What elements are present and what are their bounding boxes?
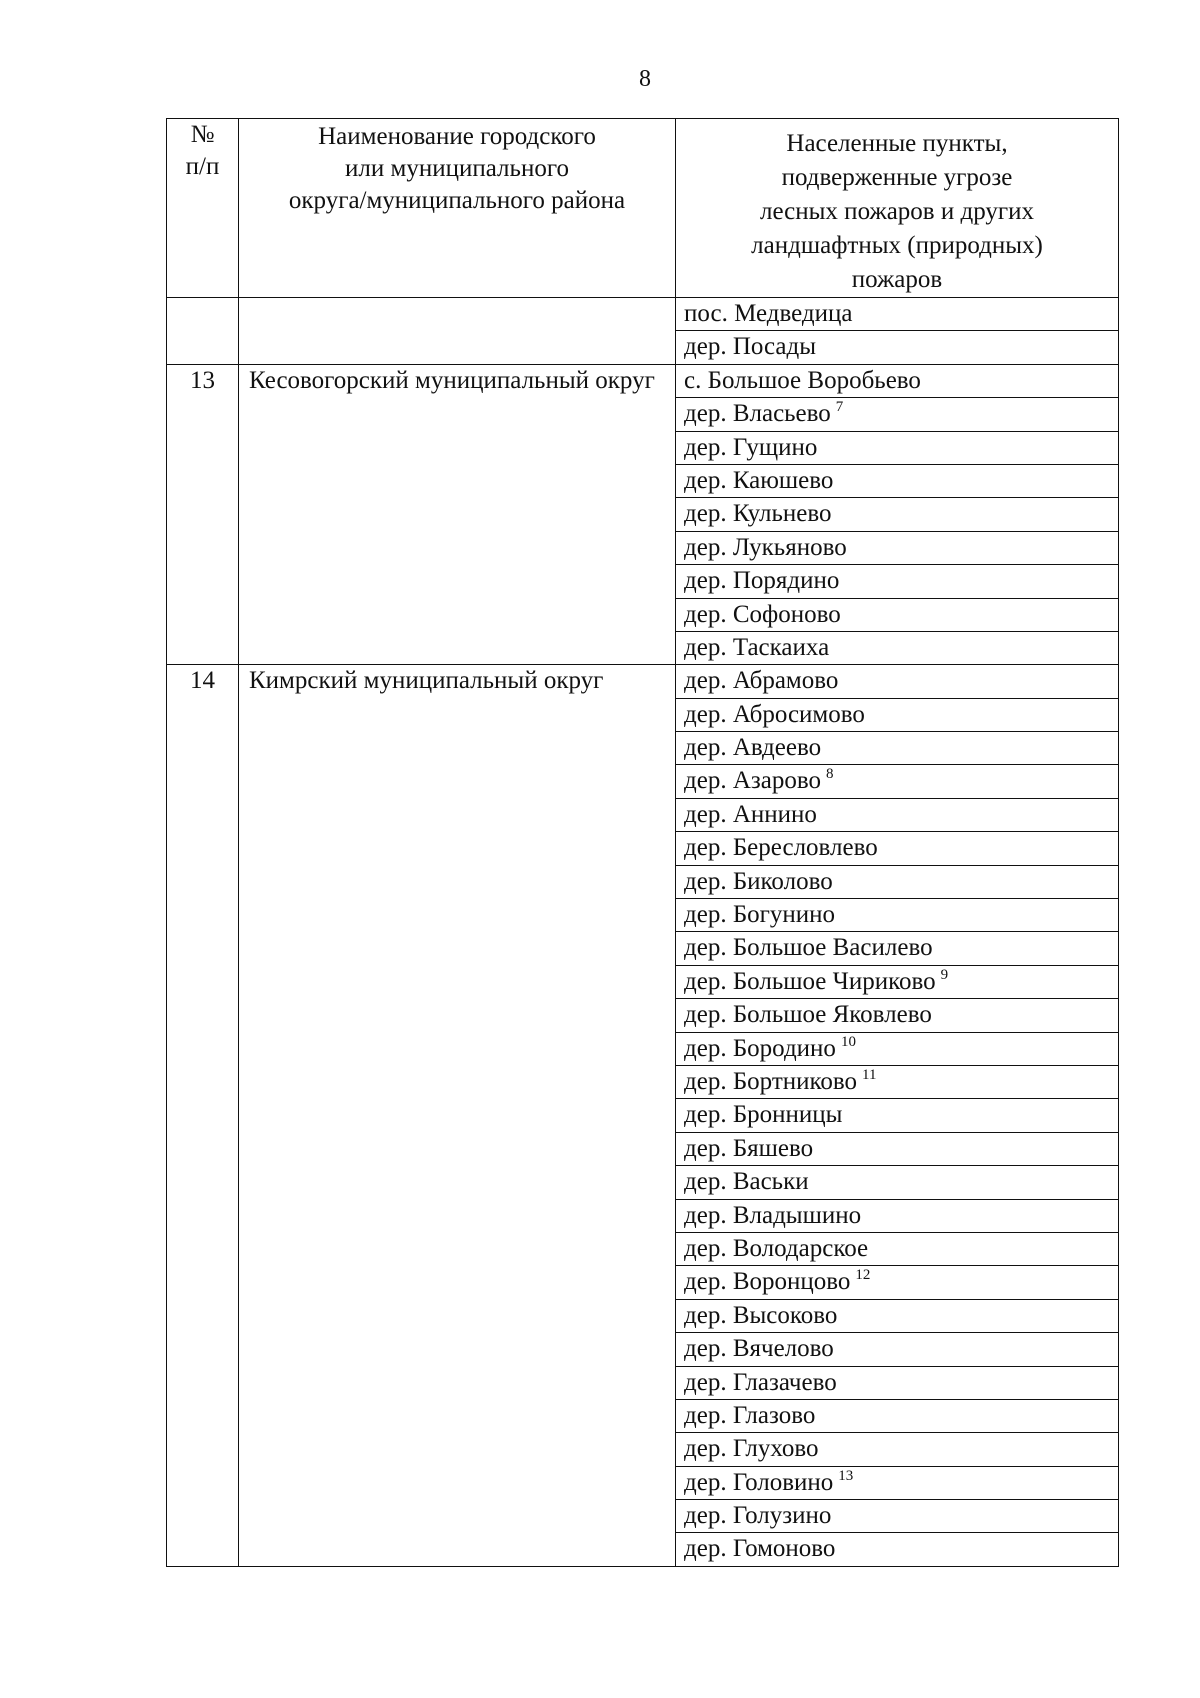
table-row <box>167 665 1119 698</box>
settlement-cell <box>676 1399 1119 1432</box>
footnote-marker: 10 <box>840 1033 856 1050</box>
settlement-name: дер. Абросимово <box>684 700 865 728</box>
settlement-name: дер. Васьки <box>684 1168 809 1196</box>
header-district-line: округа/муниципального района <box>288 187 626 214</box>
settlement-cell <box>676 865 1119 898</box>
header-district-cell <box>239 119 676 298</box>
settlement-cell <box>676 598 1119 631</box>
header-district-line: Наименование городского <box>318 123 596 150</box>
settlement-name: дер. Глазачево <box>684 1368 837 1396</box>
settlement-cell <box>676 965 1119 998</box>
settlement-cell <box>676 1065 1119 1098</box>
settlement-name: пос. Медведица <box>684 300 853 327</box>
settlements-table <box>166 118 1119 1567</box>
settlement-cell <box>676 1099 1119 1132</box>
settlement-cell <box>676 1366 1119 1399</box>
header-places-cell <box>676 119 1119 298</box>
footnote-marker: 13 <box>838 1467 854 1484</box>
table-header-row <box>167 119 1119 298</box>
settlement-name: дер. Богунино <box>684 901 836 929</box>
settlement-name: дер. Бородино <box>684 1034 836 1062</box>
row-number-cell: 13 <box>167 364 239 665</box>
footnote-marker: 11 <box>862 1066 877 1083</box>
page-number: 8 <box>639 66 651 92</box>
settlement-name: дер. Большое Василево <box>684 934 933 962</box>
settlement-cell <box>676 1266 1119 1299</box>
settlement-name: дер. Высоково <box>684 1301 838 1329</box>
settlement-cell <box>676 665 1119 698</box>
footnote-marker: 7 <box>835 399 844 416</box>
settlement-name: дер. Бортниково <box>684 1067 858 1095</box>
settlement-cell <box>676 1533 1119 1566</box>
settlement-cell <box>676 765 1119 798</box>
settlement-name: дер. Большое Чириково <box>684 967 936 995</box>
settlement-cell <box>676 932 1119 965</box>
settlement-cell <box>676 899 1119 932</box>
settlement-name: дер. Голузино <box>684 1502 832 1530</box>
settlement-name: дер. Воронцово <box>684 1268 851 1296</box>
footnote-marker: 12 <box>855 1267 871 1284</box>
settlement-cell <box>676 1032 1119 1065</box>
settlement-name: дер. Биколово <box>684 867 833 895</box>
settlement-name: дер. Порядино <box>684 567 840 595</box>
district-name-cell: Кесовогорский муниципальный округ <box>239 364 676 665</box>
settlement-cell <box>676 631 1119 664</box>
settlement-name: с. Большое Воробьево <box>684 366 921 394</box>
settlement-name: дер. Головино <box>684 1468 834 1496</box>
header-places-line: лесных пожаров и других <box>759 198 1035 225</box>
settlement-cell <box>676 698 1119 731</box>
header-places-line: пожаров <box>851 266 943 293</box>
settlement-cell <box>676 1466 1119 1499</box>
settlement-cell <box>676 732 1119 765</box>
settlement-cell <box>676 1199 1119 1232</box>
settlement-name: дер. Бересловлево <box>684 834 878 862</box>
settlement-name: дер. Бронницы <box>684 1101 843 1129</box>
settlement-name: дер. Софоново <box>684 600 841 628</box>
settlement-name: дер. Большое Яковлево <box>684 1001 932 1029</box>
settlement-name: дер. Авдеево <box>684 734 822 762</box>
settlement-name: дер. Глазово <box>684 1401 816 1429</box>
table-row <box>167 364 1119 397</box>
settlement-cell <box>676 298 1119 331</box>
settlement-cell <box>676 1132 1119 1165</box>
settlement-name: дер. Аннино <box>684 800 817 828</box>
settlement-name: дер. Володарское <box>684 1234 869 1262</box>
settlement-name: дер. Кульнево <box>684 500 832 528</box>
settlement-name: дер. Каюшево <box>684 466 834 494</box>
settlement-cell <box>676 464 1119 497</box>
header-number-cell <box>167 119 239 298</box>
settlement-cell <box>676 364 1119 397</box>
settlement-name: дер. Лукьяново <box>684 533 847 561</box>
header-places-line: Населенные пункты, <box>786 130 1008 157</box>
header-number-line: п/п <box>185 153 220 180</box>
table-row <box>167 298 1119 331</box>
row-number-cell <box>167 298 239 365</box>
settlement-cell <box>676 331 1119 364</box>
settlement-cell <box>676 1166 1119 1199</box>
settlement-cell <box>676 832 1119 865</box>
settlement-name: дер. Бяшево <box>684 1134 814 1162</box>
settlement-cell <box>676 498 1119 531</box>
settlement-cell <box>676 398 1119 431</box>
settlement-cell <box>676 531 1119 564</box>
footnote-marker: 9 <box>940 966 949 983</box>
district-name-cell <box>239 298 676 365</box>
settlement-cell <box>676 999 1119 1032</box>
settlement-cell <box>676 1299 1119 1332</box>
settlement-name: дер. Гомоново <box>684 1535 836 1563</box>
header-places-line: подверженные угрозе <box>781 164 1013 191</box>
header-places-line: ландшафтных (природных) <box>751 232 1043 259</box>
settlement-name: дер. Власьево <box>684 400 831 428</box>
row-number-cell: 14 <box>167 665 239 1567</box>
settlement-name: дер. Глухово <box>684 1435 819 1463</box>
settlement-cell <box>676 1500 1119 1533</box>
header-district-line: или муниципального <box>345 155 569 182</box>
settlement-name: дер. Азарово <box>684 767 821 795</box>
settlement-name: дер. Таскаиха <box>684 633 830 661</box>
settlement-name: дер. Гущино <box>684 433 818 461</box>
settlement-name: дер. Владышино <box>684 1201 862 1229</box>
settlement-cell <box>676 1232 1119 1265</box>
settlement-name: дер. Абрамово <box>684 667 839 695</box>
header-number-line: № <box>190 121 215 148</box>
settlement-cell <box>676 565 1119 598</box>
settlement-cell <box>676 1333 1119 1366</box>
settlement-name: дер. Вячелово <box>684 1335 834 1363</box>
settlement-cell <box>676 431 1119 464</box>
settlement-cell <box>676 798 1119 831</box>
footnote-marker: 8 <box>825 766 834 783</box>
district-name-cell: Кимрский муниципальный округ <box>239 665 676 1567</box>
settlement-cell <box>676 1433 1119 1466</box>
settlement-name: дер. Посады <box>684 333 817 361</box>
